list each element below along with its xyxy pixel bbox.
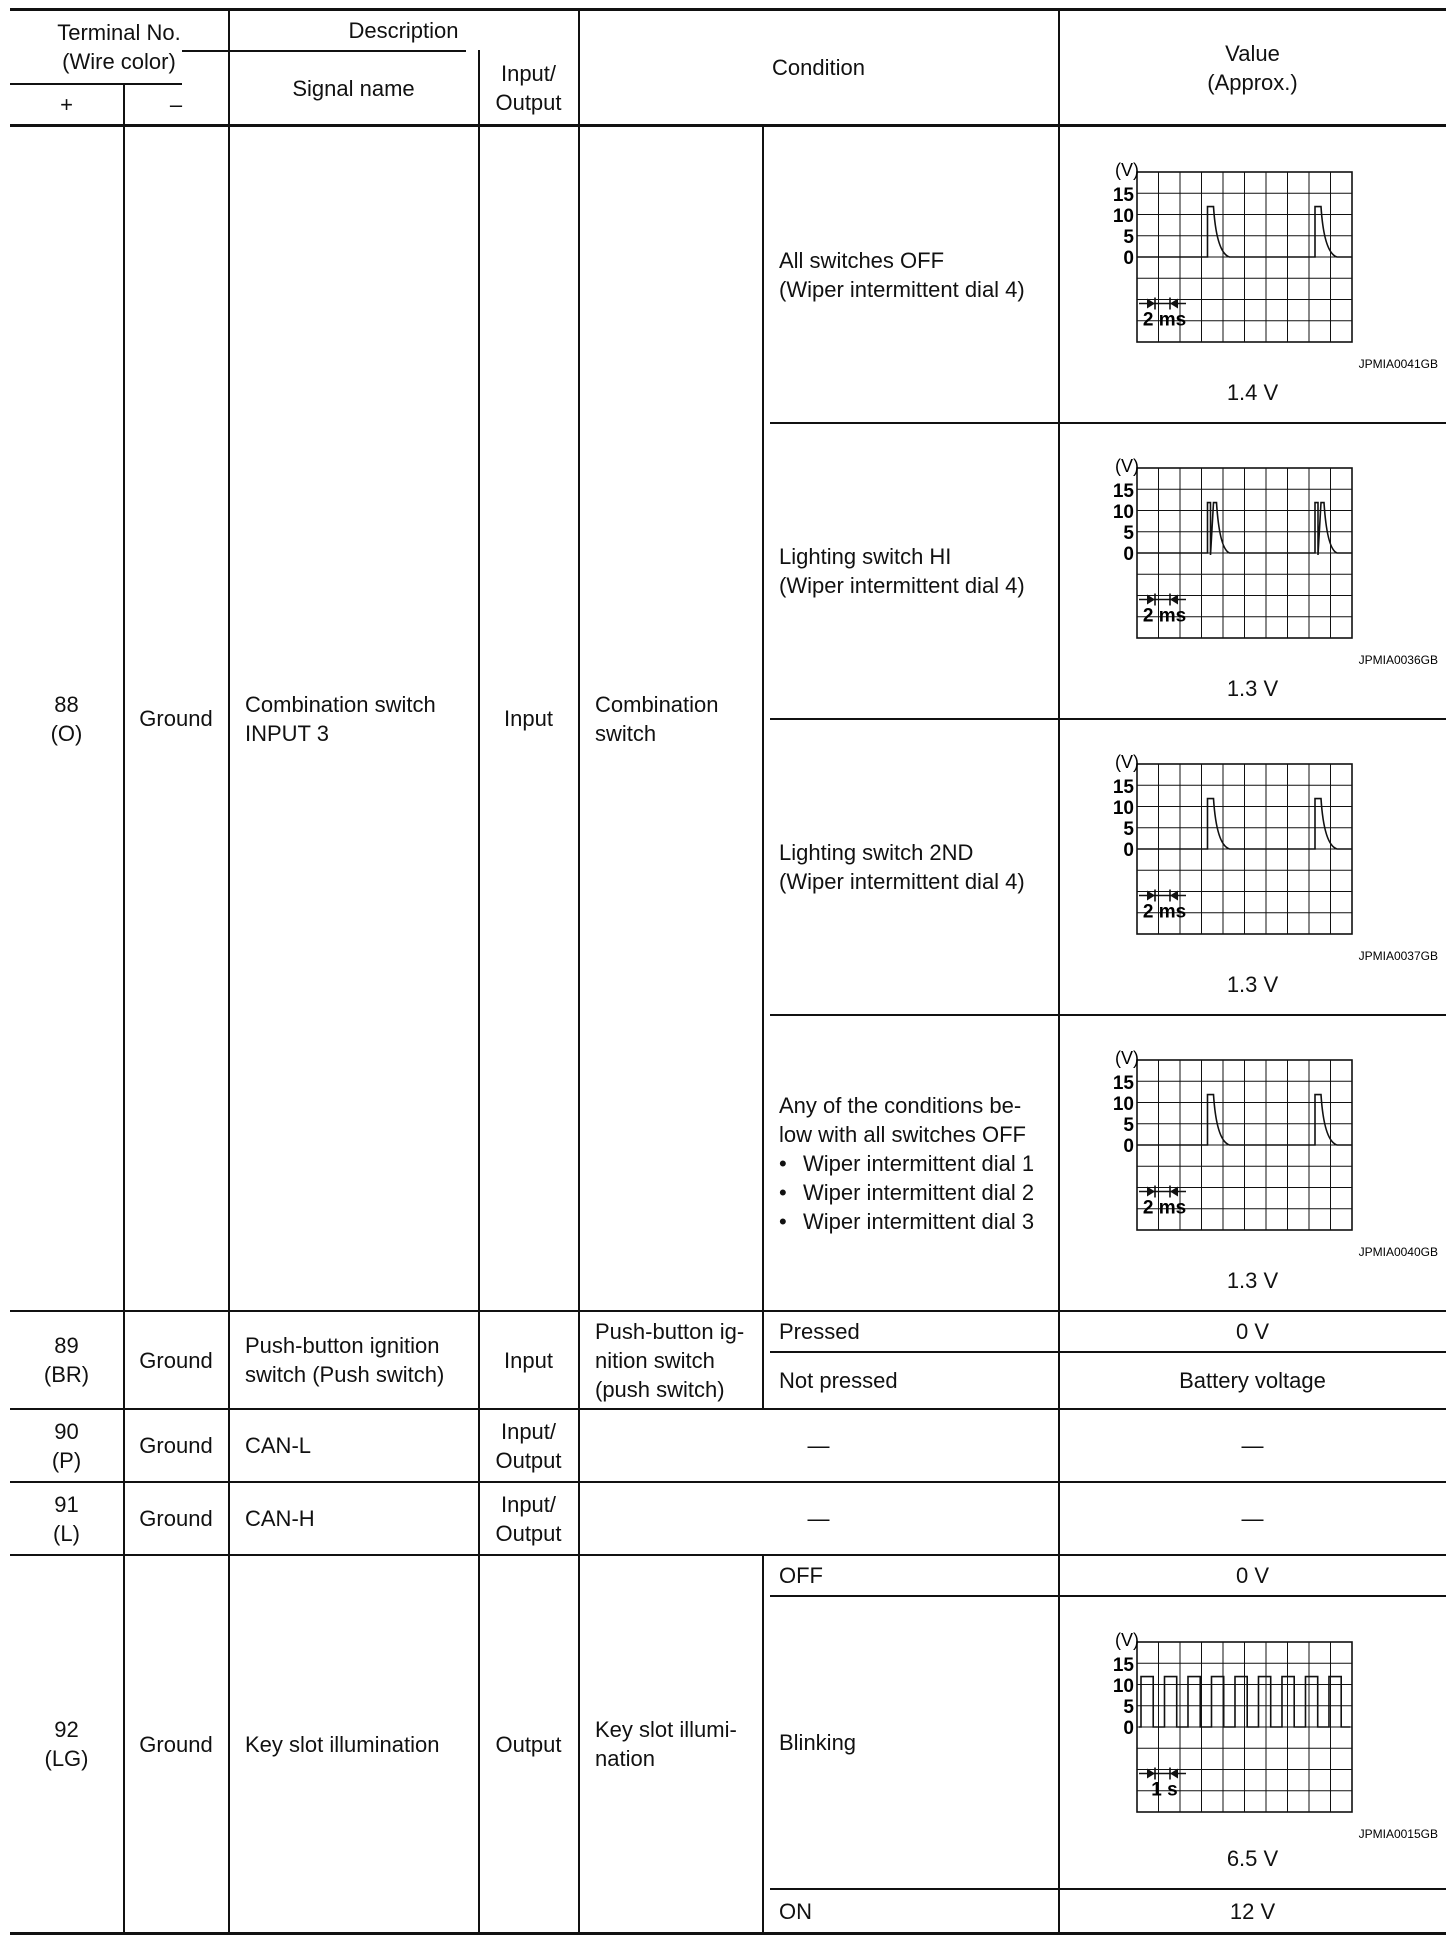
value-88-3: 1.3 V [1226, 971, 1279, 997]
sub-condition-89-1: Pressed [779, 1319, 860, 1344]
value-91: — [1241, 1506, 1264, 1531]
y-tick-label: 5 [1123, 1115, 1134, 1136]
axis-unit: (V) [1115, 1630, 1139, 1650]
y-tick-label: 0 [1123, 1136, 1134, 1157]
value-89-2: Battery voltage [1179, 1368, 1326, 1393]
condition-88: Combination switch [595, 691, 719, 746]
y-tick-label: 0 [1123, 248, 1134, 269]
signal-90: CAN-L [245, 1433, 312, 1458]
y-tick-label: 5 [1123, 1697, 1134, 1718]
value-88-1: 1.4 V [1226, 379, 1279, 405]
value-89-1: 0 V [1235, 1319, 1270, 1344]
condition-89: Push-button ig- nition switch (push switch) [595, 1318, 745, 1402]
value-90: — [1241, 1433, 1264, 1458]
y-tick-label: 10 [1112, 206, 1134, 227]
figure-code: JPMIA0015GB [1358, 1827, 1438, 1841]
sub-condition-88-4: Any of the conditions be- low with all switches OFF • Wiper intermittent dial 1 • Wiper intermittent dial 2 • Wiper intermittent dial 3 [779, 1092, 1035, 1234]
io-90: Input/ Output [495, 1418, 562, 1473]
axis-unit: (V) [1115, 456, 1139, 476]
time-scale-label: 2 ms [1142, 309, 1187, 331]
figure-code: JPMIA0036GB [1358, 653, 1438, 667]
signal-92: Key slot illumination [245, 1731, 440, 1757]
y-tick-label: 0 [1123, 840, 1134, 861]
terminal-table [10, 8, 1446, 1940]
waveform-graph [1059, 423, 1446, 673]
figure-code: JPMIA0041GB [1358, 357, 1438, 371]
signal-91: CAN-H [245, 1506, 315, 1531]
condition-90: — [807, 1433, 830, 1458]
waveform-graph [1059, 1597, 1446, 1847]
header-description: Description [348, 18, 459, 43]
time-scale-label: 2 ms [1142, 605, 1187, 627]
ground-91: Ground [139, 1506, 213, 1531]
terminal-90: 90 (P) [51, 1418, 82, 1473]
header-value: Value (Approx.) [1207, 40, 1298, 95]
sub-condition-88-2: Lighting switch HI (Wiper intermittent dial 4) [779, 544, 1025, 598]
y-tick-label: 15 [1112, 185, 1134, 206]
io-89: Input [504, 1347, 553, 1373]
signal-88: Combination switch INPUT 3 [245, 691, 436, 746]
header-condition: Condition [772, 55, 865, 80]
sub-condition-92-2: Blinking [779, 1730, 857, 1755]
y-tick-label: 5 [1123, 227, 1134, 248]
value-92-2: 6.5 V [1226, 1845, 1279, 1871]
sub-condition-89-2: Not pressed [779, 1368, 898, 1393]
figure-code: JPMIA0040GB [1358, 1245, 1438, 1259]
ground-90: Ground [139, 1433, 213, 1458]
sub-condition-88-1: All switches OFF (Wiper intermittent dial 4) [779, 247, 1025, 302]
axis-unit: (V) [1115, 1048, 1139, 1068]
value-92-3: 12 V [1229, 1898, 1276, 1924]
sub-condition-92-1: OFF [779, 1563, 823, 1588]
y-tick-label: 5 [1123, 819, 1134, 840]
time-scale-label: 2 ms [1142, 1197, 1187, 1219]
y-tick-label: 10 [1112, 1676, 1134, 1697]
terminal-88: 88 (O) [50, 691, 83, 746]
waveform-graph [1059, 127, 1446, 377]
terminal-92: 92 (LG) [44, 1717, 89, 1771]
ground-89: Ground [139, 1347, 213, 1373]
condition-91: — [807, 1506, 830, 1531]
y-tick-label: 15 [1112, 777, 1134, 798]
header-signal-name: Signal name [292, 75, 415, 101]
time-scale-label: 2 ms [1142, 901, 1187, 923]
io-88: Input [504, 706, 553, 731]
io-91: Input/ Output [495, 1491, 562, 1546]
waveform-graph [1059, 719, 1446, 969]
y-tick-label: 10 [1112, 798, 1134, 819]
waveform-graph [1059, 1015, 1446, 1265]
y-tick-label: 15 [1112, 1073, 1134, 1094]
ground-88: Ground [139, 706, 213, 731]
terminal-89: 89 (BR) [43, 1333, 90, 1387]
value-88-2: 1.3 V [1226, 675, 1279, 701]
sub-condition-92-3: ON [779, 1898, 812, 1924]
y-tick-label: 0 [1123, 544, 1134, 565]
y-tick-label: 10 [1112, 1094, 1134, 1115]
axis-unit: (V) [1115, 160, 1139, 180]
header-minus: – [169, 91, 183, 117]
value-92-1: 0 V [1235, 1563, 1270, 1588]
bottom-rule [10, 1932, 1446, 1935]
y-tick-label: 10 [1112, 502, 1134, 523]
condition-92: Key slot illumi- nation [595, 1717, 737, 1771]
terminal-91: 91 (L) [53, 1491, 80, 1546]
header-terminal-no: Terminal No. (Wire color) [57, 20, 181, 74]
axis-unit: (V) [1115, 752, 1139, 772]
bullet-item: • Wiper intermittent dial 2 [779, 1179, 1035, 1205]
header-input-output: Input/ Output [495, 61, 562, 115]
y-tick-label: 0 [1123, 1718, 1134, 1739]
signal-89: Push-button ignition switch (Push switch) [245, 1333, 445, 1387]
time-scale-label: 1 s [1151, 1779, 1178, 1801]
ground-92: Ground [139, 1731, 213, 1757]
y-tick-label: 15 [1112, 481, 1134, 502]
io-92: Output [495, 1731, 562, 1757]
figure-code: JPMIA0037GB [1358, 949, 1438, 963]
bullet-item: • Wiper intermittent dial 1 [779, 1150, 1035, 1176]
value-88-4: 1.3 V [1226, 1267, 1279, 1293]
sub-condition-88-3: Lighting switch 2ND (Wiper intermittent dial 4) [779, 840, 1025, 894]
header-plus: + [60, 91, 73, 117]
bullet-item: • Wiper intermittent dial 3 [779, 1208, 1035, 1234]
y-tick-label: 15 [1112, 1655, 1134, 1676]
y-tick-label: 5 [1123, 523, 1134, 544]
